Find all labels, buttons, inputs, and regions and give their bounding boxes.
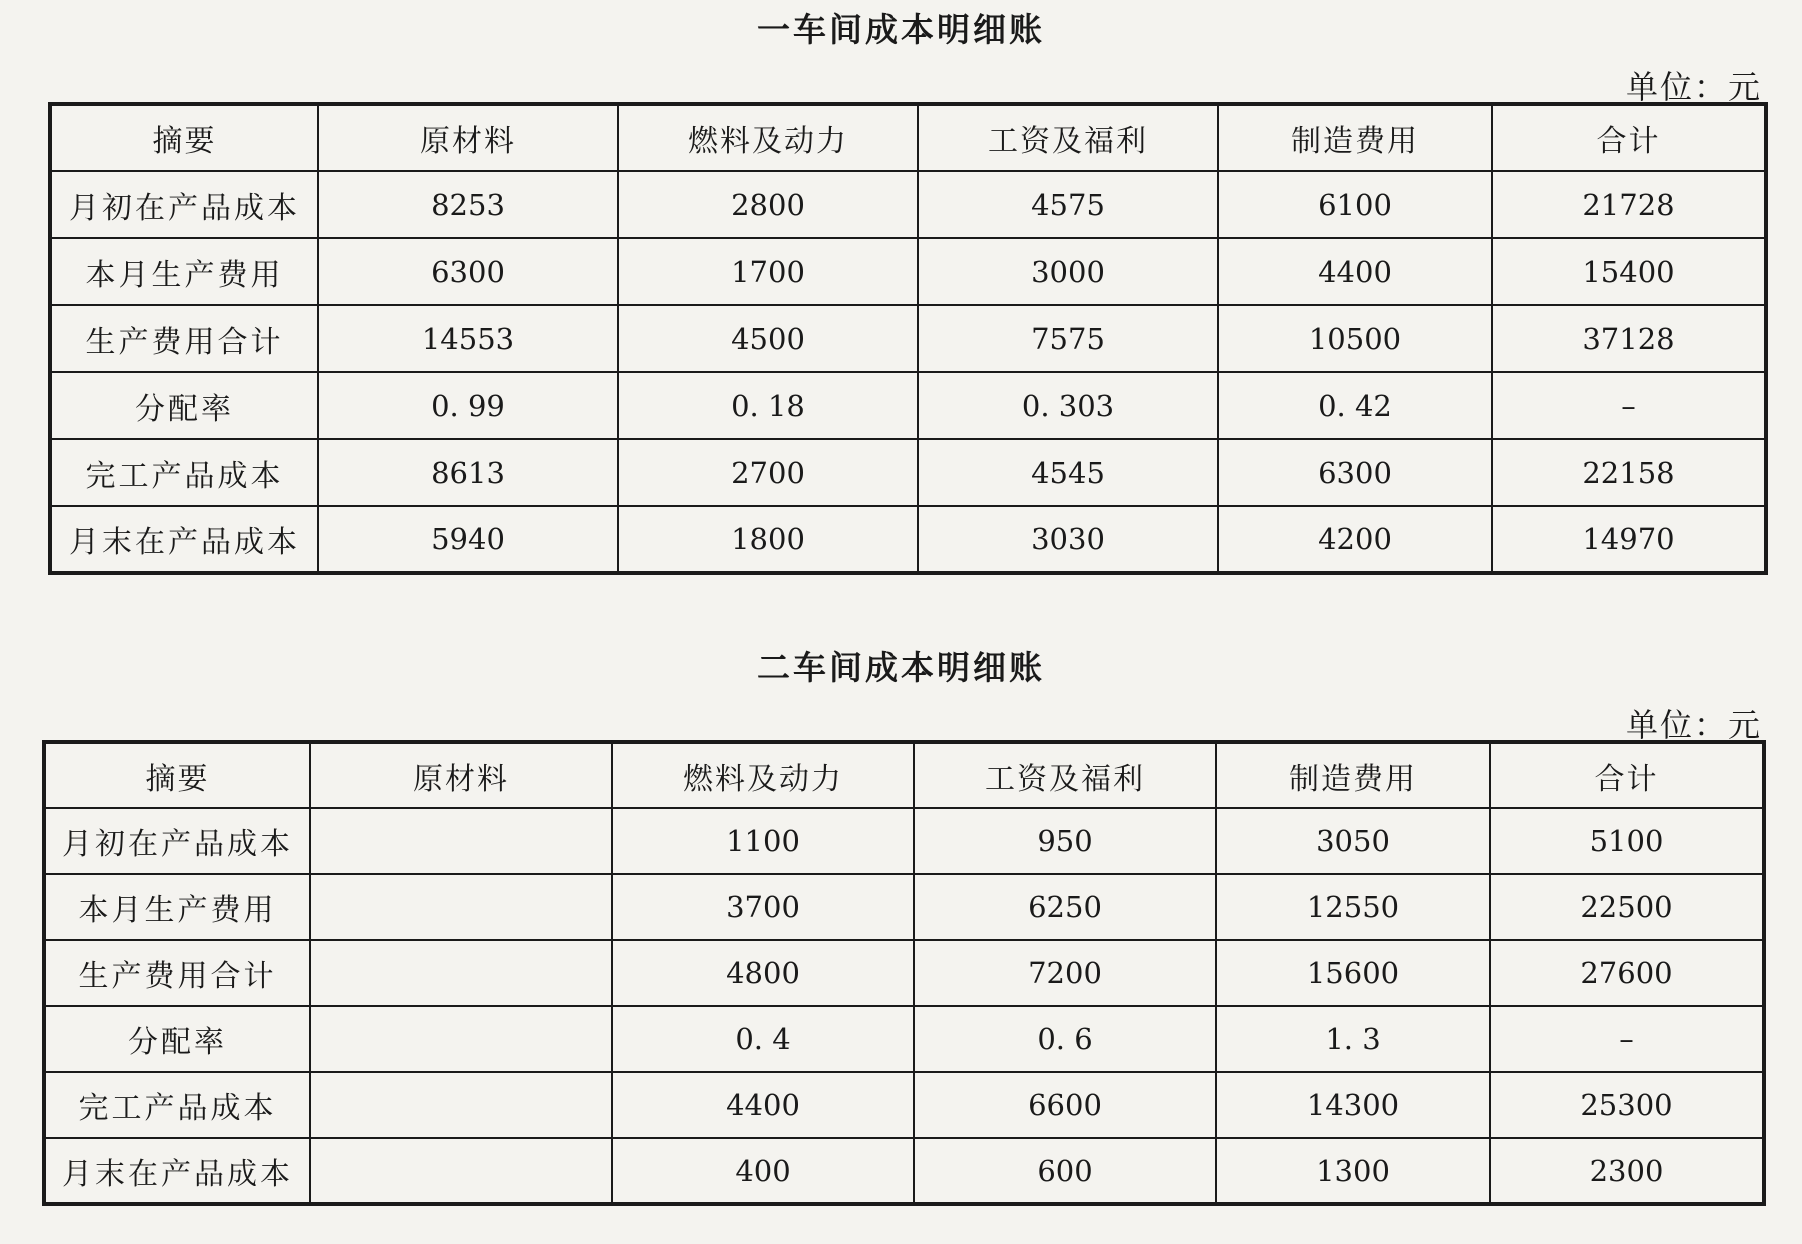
cell-value: 3050 — [1216, 808, 1490, 874]
ledger-2-unit: 单位：元 — [1625, 706, 1762, 744]
cell-value: 1800 — [618, 506, 918, 573]
ledger-1-unit: 单位：元 — [1625, 68, 1762, 106]
cell-value: 10500 — [1218, 305, 1492, 372]
column-header-raw-materials: 原材料 — [318, 104, 618, 171]
cell-value: 4575 — [918, 171, 1218, 238]
cell-value: 400 — [612, 1138, 914, 1204]
cell-value: 3030 — [918, 506, 1218, 573]
workshop-1-cost-ledger — [48, 102, 1768, 575]
cell-value: 600 — [914, 1138, 1216, 1204]
cell-value: 1700 — [618, 238, 918, 305]
column-header-summary: 摘要 — [50, 104, 318, 171]
cell-value: 4200 — [1218, 506, 1492, 573]
cell-value: 0. 99 — [318, 372, 618, 439]
column-header-raw-materials: 原材料 — [310, 742, 612, 808]
workshop-2-cost-ledger — [42, 740, 1766, 1206]
column-header-wages-welfare: 工资及福利 — [914, 742, 1216, 808]
column-header-total: 合计 — [1492, 104, 1766, 171]
column-header-total: 合计 — [1490, 742, 1764, 808]
cell-value: 1300 — [1216, 1138, 1490, 1204]
cell-value: 14300 — [1216, 1072, 1490, 1138]
cell-value: 1100 — [612, 808, 914, 874]
cell-value: 6250 — [914, 874, 1216, 940]
cell-value: 4500 — [618, 305, 918, 372]
cell-value: 15400 — [1492, 238, 1766, 305]
column-header-manufacturing-overhead: 制造费用 — [1218, 104, 1492, 171]
row-label: 本月生产费用 — [44, 874, 310, 940]
cell-value: 0. 4 — [612, 1006, 914, 1072]
cell-value: 3700 — [612, 874, 914, 940]
table-row — [50, 439, 1766, 506]
table-row — [44, 1072, 1764, 1138]
column-header-manufacturing-overhead: 制造费用 — [1216, 742, 1490, 808]
row-label: 本月生产费用 — [50, 238, 318, 305]
cell-value: 2700 — [618, 439, 918, 506]
cell-value: 14553 — [318, 305, 618, 372]
cell-value: 4800 — [612, 940, 914, 1006]
cell-value: 6300 — [1218, 439, 1492, 506]
row-label: 月初在产品成本 — [44, 808, 310, 874]
table-row — [50, 171, 1766, 238]
row-label: 月末在产品成本 — [50, 506, 318, 573]
column-header-fuel-power: 燃料及动力 — [618, 104, 918, 171]
cell-value: 2300 — [1490, 1138, 1764, 1204]
cell-value: 4400 — [612, 1072, 914, 1138]
table-row — [50, 238, 1766, 305]
cell-value: 4545 — [918, 439, 1218, 506]
cell-value: 0. 303 — [918, 372, 1218, 439]
cell-value — [310, 940, 612, 1006]
cell-value: 950 — [914, 808, 1216, 874]
column-header-fuel-power: 燃料及动力 — [612, 742, 914, 808]
cell-value: 2800 — [618, 171, 918, 238]
cell-value: 22158 — [1492, 439, 1766, 506]
cell-value: 0. 6 — [914, 1006, 1216, 1072]
table-row — [44, 808, 1764, 874]
column-header-wages-welfare: 工资及福利 — [918, 104, 1218, 171]
row-label: 分配率 — [50, 372, 318, 439]
table-row — [50, 372, 1766, 439]
cell-value: 12550 — [1216, 874, 1490, 940]
table-row — [44, 1006, 1764, 1072]
cell-value: 0. 18 — [618, 372, 918, 439]
cell-value — [310, 1138, 612, 1204]
cell-value: 14970 — [1492, 506, 1766, 573]
ledger-1-title: 一车间成本明细账 — [757, 10, 1045, 49]
cell-value: 0. 42 — [1218, 372, 1492, 439]
row-label: 月末在产品成本 — [44, 1138, 310, 1204]
cell-value: 21728 — [1492, 171, 1766, 238]
cell-value: 8253 — [318, 171, 618, 238]
row-label: 月初在产品成本 — [50, 171, 318, 238]
cell-value — [310, 808, 612, 874]
cell-value: 6100 — [1218, 171, 1492, 238]
header-row — [50, 104, 1766, 171]
cell-value: 6600 — [914, 1072, 1216, 1138]
cell-value: 5100 — [1490, 808, 1764, 874]
row-label: 完工产品成本 — [50, 439, 318, 506]
cell-value: 6300 — [318, 238, 618, 305]
cell-value: 1. 3 — [1216, 1006, 1490, 1072]
row-label: 生产费用合计 — [44, 940, 310, 1006]
table-row — [50, 506, 1766, 573]
cell-value: – — [1492, 372, 1766, 439]
row-label: 生产费用合计 — [50, 305, 318, 372]
cell-value: 15600 — [1216, 940, 1490, 1006]
row-label: 分配率 — [44, 1006, 310, 1072]
cell-value: 37128 — [1492, 305, 1766, 372]
cell-value: 27600 — [1490, 940, 1764, 1006]
column-header-summary: 摘要 — [44, 742, 310, 808]
cell-value — [310, 874, 612, 940]
cell-value — [310, 1072, 612, 1138]
cell-value: 8613 — [318, 439, 618, 506]
cell-value: 22500 — [1490, 874, 1764, 940]
header-row — [44, 742, 1764, 808]
cell-value: 25300 — [1490, 1072, 1764, 1138]
ledger-2-title: 二车间成本明细账 — [757, 648, 1045, 687]
table-row — [44, 874, 1764, 940]
table-row — [44, 1138, 1764, 1204]
cell-value: – — [1490, 1006, 1764, 1072]
row-label: 完工产品成本 — [44, 1072, 310, 1138]
cell-value: 4400 — [1218, 238, 1492, 305]
table-row — [50, 305, 1766, 372]
cell-value: 7575 — [918, 305, 1218, 372]
cell-value: 5940 — [318, 506, 618, 573]
cell-value: 3000 — [918, 238, 1218, 305]
cell-value: 7200 — [914, 940, 1216, 1006]
cell-value — [310, 1006, 612, 1072]
table-row — [44, 940, 1764, 1006]
